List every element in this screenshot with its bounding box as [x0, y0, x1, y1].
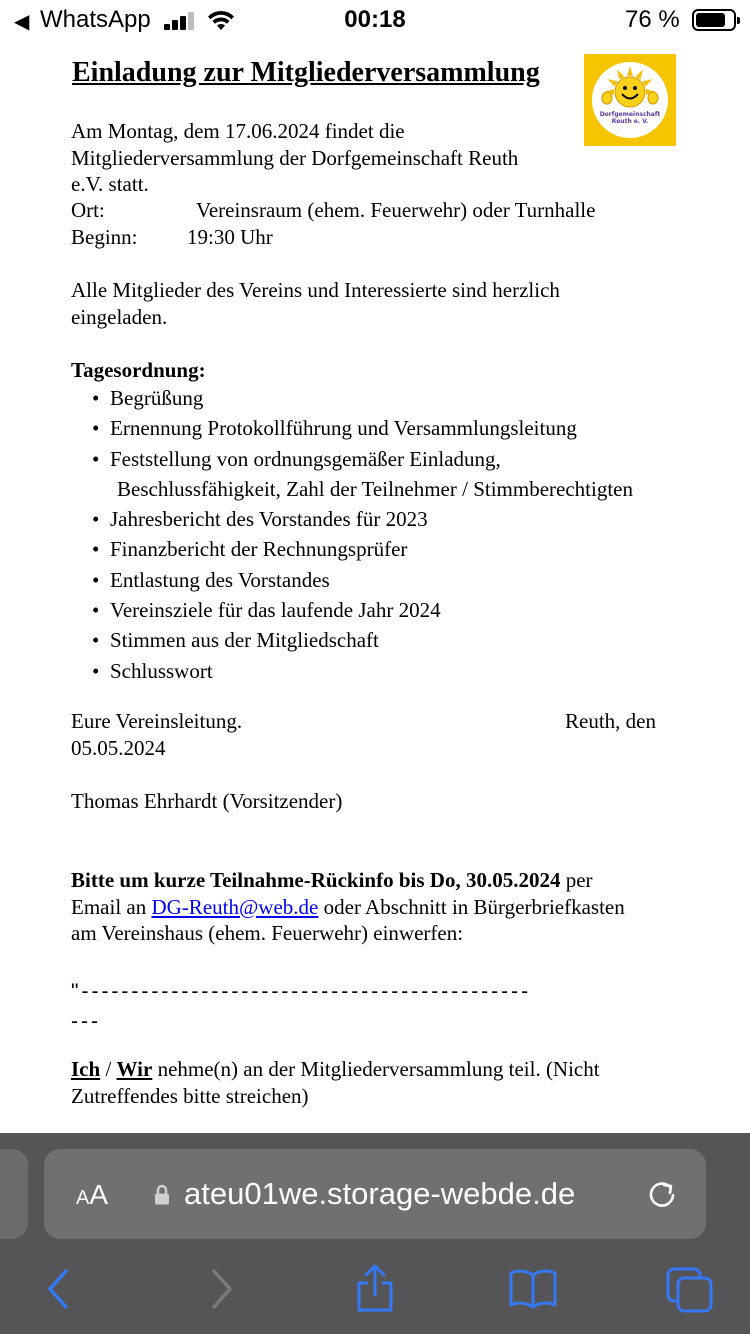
email-link[interactable]: DG-Reuth@web.de [151, 894, 319, 919]
agenda-item: • Schlusswort [92, 656, 633, 686]
back-chevron-icon[interactable] [44, 1267, 74, 1311]
start-label: Beginn: [71, 225, 138, 249]
url-text[interactable]: ateu01we.storage-webde.de [184, 1176, 576, 1211]
signature-date: 05.05.2024 [71, 736, 166, 760]
cut-line: "--------------------------------------------- --- [71, 980, 532, 1033]
agenda-item-continuation: Beschlussfähigkeit, Zahl der Teilnehmer / Stimmberechtigten [117, 476, 634, 501]
reply-option-wir: Wir [116, 1057, 153, 1081]
start-value: 19:30 Uhr [187, 225, 273, 249]
back-to-app-label[interactable]: WhatsApp [40, 6, 151, 33]
rsvp-paragraph: Bitte um kurze Teilnahme-Rückinfo bis Do, 30.05.2024 per Email an DG-Reuth@web.de oder Abschnitt in Bürgerbriefkasten am Vereinshaus (ehem. Feuerwehr) einwerfen: [71, 868, 625, 945]
reader-text-size-button[interactable]: AA [76, 1179, 109, 1210]
agenda-item: • Stimmen aus der Mitgliedschaft [92, 625, 633, 655]
battery-icon [692, 9, 736, 31]
reply-paragraph: Ich / Wir nehme(n) an der Mitgliederversammlung teil. (Nicht Zutreffendes bitte streichen) [71, 1057, 600, 1108]
agenda-item: • Feststellung von ordnungsgemäßer Einladung, [92, 444, 633, 474]
tabs-icon[interactable] [666, 1267, 714, 1313]
forward-chevron-icon[interactable] [206, 1267, 236, 1311]
agenda-item: • Begrüßung [92, 383, 633, 413]
status-bar [0, 0, 750, 42]
signer-name: Thomas Ehrhardt (Vorsitzender) [71, 789, 343, 813]
sun-smiley-icon [592, 62, 668, 138]
signature-left: Eure Vereinsleitung. [71, 709, 243, 733]
reload-icon[interactable] [644, 1177, 680, 1213]
club-logo [584, 54, 676, 146]
share-icon[interactable] [354, 1263, 396, 1313]
logo-text: Dorfgemeinschaft Reuth e. V. [599, 111, 661, 125]
back-arrow-icon[interactable]: ◀ [14, 11, 30, 33]
previous-tab-peek[interactable] [0, 1149, 28, 1239]
location-value: Vereinsraum (ehem. Feuerwehr) oder Turnhalle [196, 198, 596, 222]
signature-place: Reuth, den [565, 709, 656, 733]
location-label: Ort: [71, 198, 105, 222]
battery-percent: 76 % [625, 6, 680, 33]
address-bar[interactable] [44, 1149, 706, 1239]
document-title: Einladung zur Mitgliederversammlung [72, 57, 540, 88]
lock-icon [154, 1184, 170, 1206]
agenda-item: • Finanzbericht der Rechnungsprüfer [92, 534, 633, 564]
agenda-item: • Entlastung des Vorstandes [92, 565, 633, 595]
bookmarks-icon[interactable] [508, 1267, 558, 1311]
agenda-item: • Jahresbericht des Vorstandes für 2023 [92, 504, 633, 534]
agenda-item: • Vereinsziele für das laufende Jahr 2024 [92, 595, 633, 625]
agenda-heading: Tagesordnung: [71, 358, 206, 382]
intro-paragraph: Am Montag, dem 17.06.2024 findet die Mitgliederversammlung der Dorfgemeinschaft Reuth e.V. statt. [71, 119, 519, 196]
browser-toolbar [0, 1259, 750, 1334]
agenda-list [92, 383, 633, 686]
agenda-item: • Ernennung Protokollführung und Versammlungsleitung [92, 413, 633, 443]
clock: 00:18 [344, 6, 406, 33]
start-time-row [71, 224, 273, 251]
reply-option-ich: Ich [71, 1057, 101, 1081]
rsvp-deadline: Bitte um kurze Teilnahme-Rückinfo bis Do, 30.05.2024 [71, 868, 561, 892]
browser-chrome [0, 1133, 750, 1334]
location-row [71, 197, 596, 224]
invitation-paragraph: Alle Mitglieder des Vereins und Interessierte sind herzlich eingeladen. [71, 278, 560, 329]
